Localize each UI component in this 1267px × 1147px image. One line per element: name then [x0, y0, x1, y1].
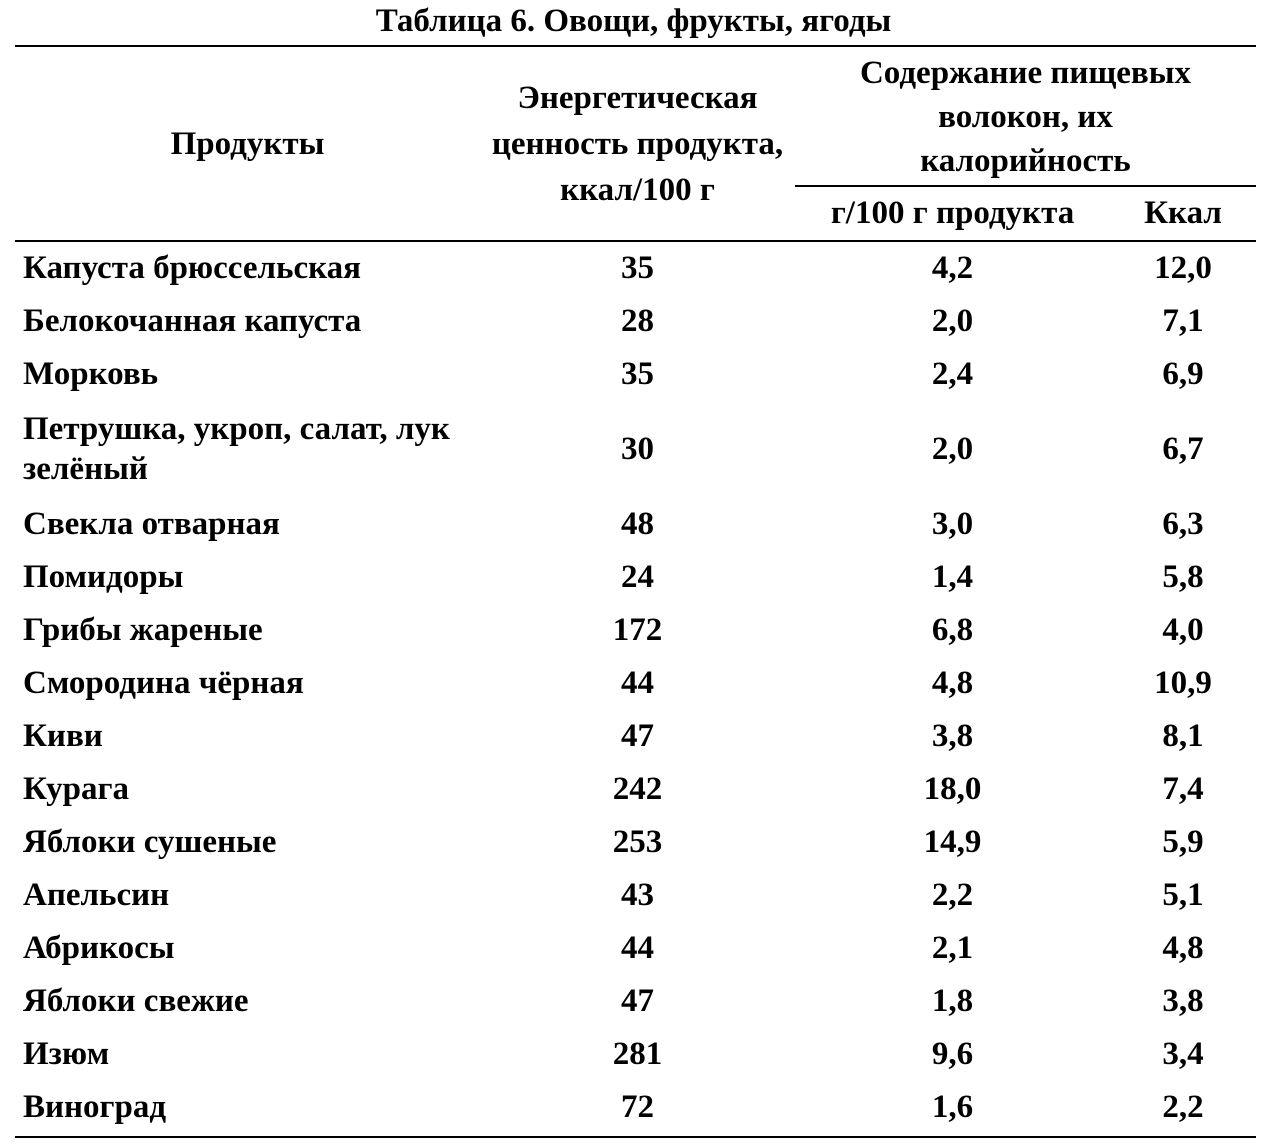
fiber-g-cell: 3,0 — [931, 505, 974, 542]
product-cell: Белокочанная капуста — [23, 302, 362, 339]
table-row — [15, 815, 1256, 868]
table-body — [15, 241, 1256, 1133]
fiber-g-cell: 2,0 — [931, 302, 974, 339]
product-cell: Курага — [23, 770, 129, 807]
product-cell: Морковь — [23, 355, 159, 392]
fiber-g-cell: 9,6 — [931, 1035, 974, 1072]
bottom-rule — [15, 1136, 1256, 1138]
nutrition-table — [15, 48, 1256, 1133]
energy-cell: 35 — [621, 250, 654, 286]
fiber-kcal-cell: 12,0 — [1154, 250, 1212, 286]
fiber-kcal-cell: 3,8 — [1162, 982, 1204, 1019]
fiber-kcal-cell: 2,2 — [1162, 1088, 1204, 1125]
fiber-kcal-cell: 3,4 — [1162, 1035, 1204, 1072]
energy-cell: 72 — [621, 1088, 654, 1125]
product-cell: Помидоры — [23, 558, 184, 595]
energy-cell: 35 — [621, 355, 654, 392]
product-cell: Капуста брюссельская — [23, 250, 361, 286]
table-row — [15, 656, 1256, 709]
product-cell: Яблоки свежие — [23, 982, 249, 1019]
fiber-kcal-cell: 5,9 — [1162, 823, 1204, 860]
energy-cell: 43 — [621, 876, 654, 913]
fiber-kcal-cell: 7,1 — [1162, 302, 1204, 339]
energy-cell: 44 — [621, 929, 654, 966]
energy-cell: 30 — [621, 430, 654, 467]
header-fiber-g: г/100 г продукта — [830, 195, 1075, 231]
fiber-kcal-cell: 6,3 — [1162, 505, 1204, 542]
product-cell: Киви — [23, 717, 103, 754]
fiber-kcal-cell: 6,7 — [1162, 430, 1204, 467]
fiber-kcal-cell: 10,9 — [1154, 664, 1212, 701]
fiber-g-cell: 1,8 — [931, 982, 974, 1019]
table-row — [15, 294, 1256, 347]
table-row — [15, 497, 1256, 550]
energy-cell: 44 — [621, 664, 654, 701]
energy-cell: 47 — [621, 982, 654, 1019]
product-cell: Петрушка, укроп, салат, лук зелёный — [23, 410, 450, 487]
energy-cell: 24 — [621, 558, 654, 595]
product-cell: Свекла отварная — [23, 505, 280, 542]
table-row — [15, 709, 1256, 762]
table-row — [15, 347, 1256, 400]
product-cell: Яблоки сушеные — [23, 823, 277, 860]
header-fiber-group: Содержание пищевых волокон, их калорийность — [795, 48, 1256, 186]
fiber-g-cell: 14,9 — [923, 823, 982, 860]
table-row — [15, 1027, 1256, 1080]
fiber-g-cell: 2,4 — [931, 355, 974, 392]
energy-cell: 48 — [621, 505, 654, 542]
header-energy: Энергетическая ценность продукта, ккал/100 г — [491, 80, 784, 208]
energy-cell: 28 — [621, 302, 654, 339]
fiber-kcal-cell: 5,8 — [1162, 558, 1204, 595]
fiber-g-cell: 3,8 — [931, 717, 974, 754]
product-cell: Грибы жареные — [23, 611, 263, 648]
table-row — [15, 1080, 1256, 1133]
energy-cell: 281 — [612, 1035, 663, 1072]
fiber-g-cell: 6,8 — [931, 611, 974, 648]
fiber-g-cell: 18,0 — [923, 770, 982, 807]
fiber-kcal-cell: 7,4 — [1162, 770, 1204, 807]
fiber-g-cell: 2,1 — [931, 929, 974, 966]
fiber-kcal-cell: 5,1 — [1162, 876, 1204, 913]
table-row — [15, 241, 1256, 294]
energy-cell: 47 — [621, 717, 654, 754]
fiber-g-cell: 2,0 — [931, 430, 974, 467]
product-cell: Виноград — [23, 1088, 167, 1125]
header-product: Продукты — [170, 125, 325, 162]
fiber-g-cell: 2,2 — [931, 876, 974, 913]
product-cell: Абрикосы — [23, 929, 175, 966]
fiber-g-cell: 1,4 — [931, 558, 974, 595]
table-title: Таблица 6. Овощи, фрукты, ягоды — [375, 3, 892, 39]
table-row — [15, 921, 1256, 974]
header-fiber-kcal: Ккал — [1144, 195, 1222, 231]
energy-cell: 172 — [612, 611, 663, 648]
table-row — [15, 868, 1256, 921]
fiber-g-cell: 1,6 — [931, 1088, 974, 1125]
title-rule — [15, 45, 1256, 47]
fiber-g-cell: 4,8 — [931, 664, 974, 701]
fiber-g-cell: 4,2 — [931, 250, 974, 286]
fiber-kcal-cell: 6,9 — [1162, 355, 1204, 392]
energy-cell: 242 — [612, 770, 663, 807]
table-row — [15, 762, 1256, 815]
fiber-kcal-cell: 4,8 — [1162, 929, 1204, 966]
energy-cell: 253 — [612, 823, 663, 860]
table-row — [15, 400, 1256, 497]
table-row — [15, 550, 1256, 603]
fiber-kcal-cell: 8,1 — [1162, 717, 1204, 754]
table-row — [15, 974, 1256, 1027]
fiber-kcal-cell: 4,0 — [1162, 611, 1204, 648]
table-row — [15, 603, 1256, 656]
product-cell: Изюм — [23, 1035, 110, 1072]
product-cell: Смородина чёрная — [23, 664, 304, 701]
product-cell: Апельсин — [23, 876, 170, 913]
